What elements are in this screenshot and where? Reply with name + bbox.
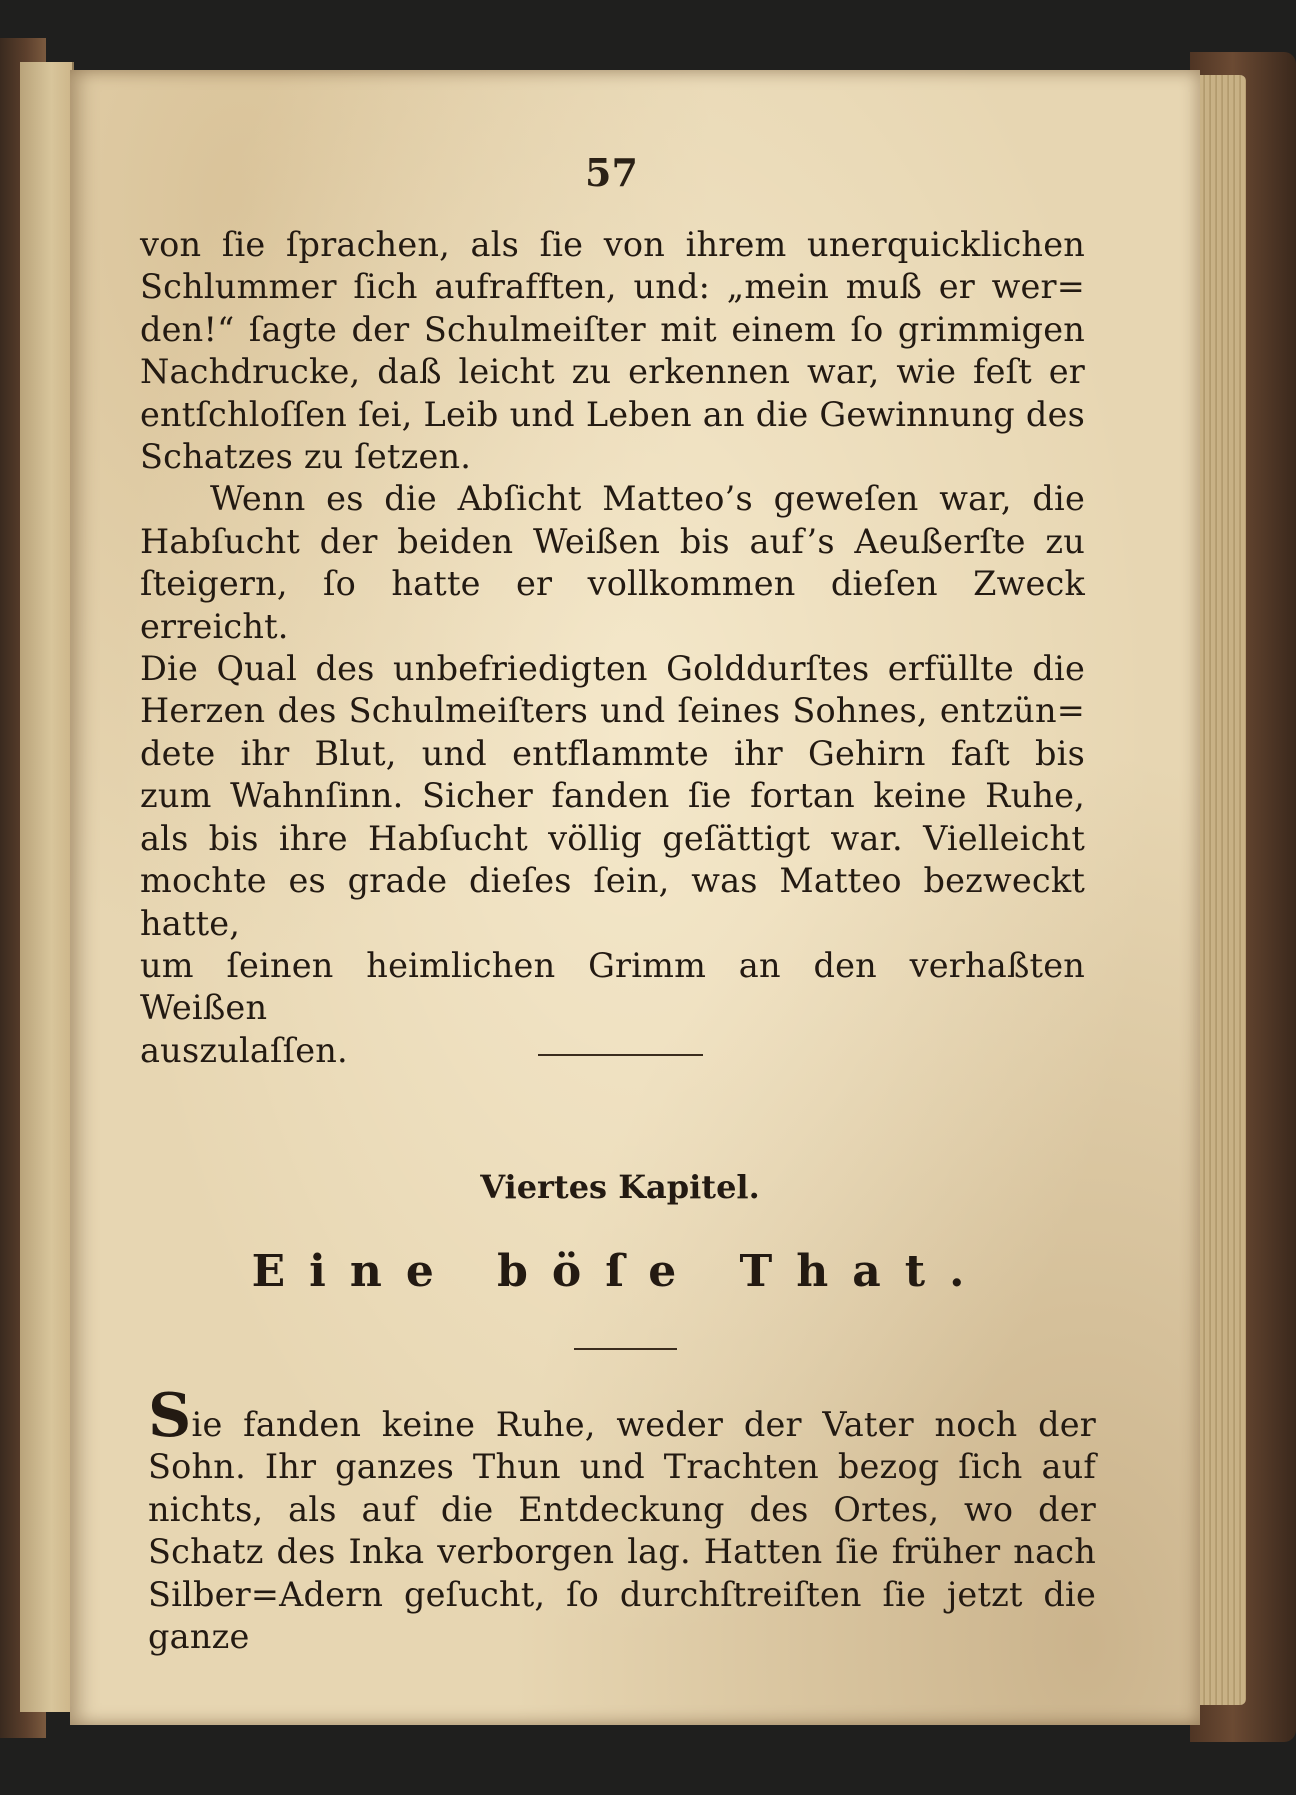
text-line: Wenn es die Abſicht Matteo’s geweſen war, die	[210, 479, 1085, 519]
text-line: Sohn. Ihr ganzes Thun und Trachten bezog ſich auf	[148, 1447, 1096, 1487]
text-line: ie fanden keine Ruhe, weder der Vater noch der	[191, 1405, 1096, 1444]
text-line: Schlummer ſich aufrafften, und: „mein muß er wer=	[140, 267, 1085, 307]
text-line: Schatzes zu ſetzen.	[140, 437, 472, 477]
text-line: um ſeinen heimlichen Grimm an den verhaßten Weißen	[140, 945, 1085, 1028]
text-line: den!“ ſagte der Schulmeiſter mit einem ſo grimmigen	[140, 309, 1085, 349]
text-line: dete ihr Blut, und entflammte ihr Gehirn faſt bis	[140, 733, 1085, 773]
text-line: Die Qual des unbefriedigten Golddurſtes erfüllte die	[140, 649, 1085, 689]
text-line: Nachdrucke, daß leicht zu erkennen war, wie feſt er	[140, 352, 1085, 392]
text-line: Habſucht der beiden Weißen bis auf’s Aeußerſte zu	[140, 521, 1085, 561]
text-line: zum Wahnſinn. Sicher fanden ſie fortan keine Ruhe,	[140, 776, 1085, 816]
body-text-top	[140, 224, 1085, 1072]
text-line: Schatz des Inka verborgen lag. Hatten ſie früher nach	[148, 1532, 1096, 1572]
section-divider	[538, 1054, 703, 1056]
chapter-label: Viertes Kapitel.	[480, 1168, 760, 1206]
text-line: entſchloſſen ſei, Leib und Leben an die Gewinnung des	[140, 394, 1085, 434]
text-line: Silber=Adern geſucht, ſo durchſtreiſten ſie jetzt die ganze	[148, 1574, 1096, 1657]
text-line: auszulaſſen.	[140, 1030, 348, 1070]
chapter-title: Eine böſe That.	[251, 1246, 989, 1297]
drop-cap: S	[148, 1381, 192, 1451]
title-divider	[574, 1348, 677, 1350]
text-line: von ſie ſprachen, als ſie von ihrem unerquicklichen	[140, 225, 1085, 264]
text-line: ſteigern, ſo hatte er vollkommen dieſen Zweck erreicht.	[140, 564, 1085, 646]
text-line: Herzen des Schulmeiſters und ſeines Sohnes, entzün=	[140, 691, 1085, 731]
text-line: nichts, als auf die Entdeckung des Ortes, wo der	[148, 1489, 1096, 1529]
text-line: mochte es grade dieſes ſein, was Matteo bezweckt hatte,	[140, 861, 1085, 943]
text-line: als bis ihre Habſucht völlig geſättigt war. Vielleicht	[140, 818, 1085, 858]
body-text-bottom	[148, 1381, 1096, 1658]
page-number: 57	[585, 150, 638, 195]
text-line-with-dropcap	[148, 1381, 1096, 1451]
left-page-edge	[20, 62, 74, 1712]
